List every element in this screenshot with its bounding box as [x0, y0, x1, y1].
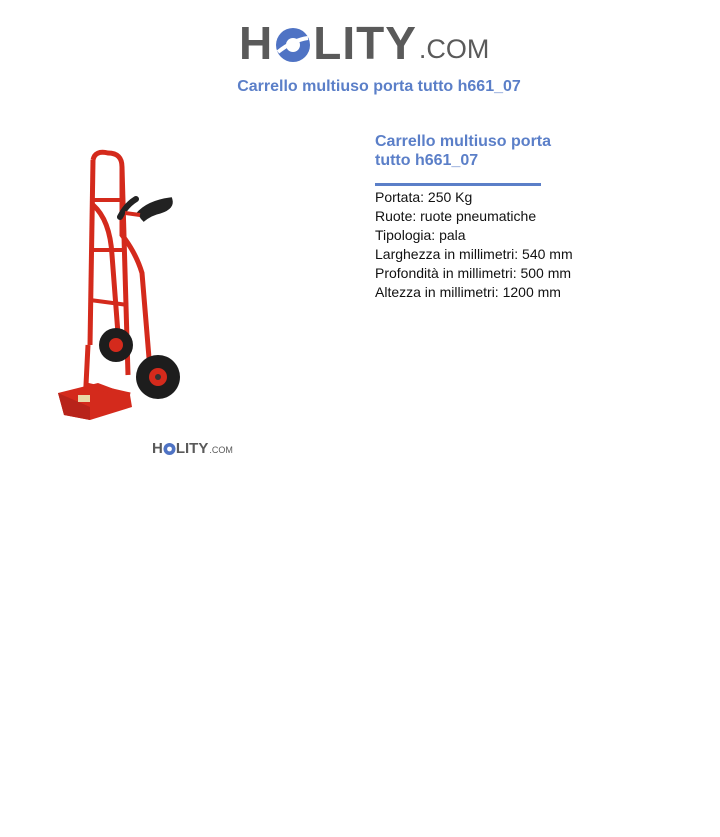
hand-truck-icon	[50, 145, 190, 430]
page-title: Carrello multiuso porta tutto h661_07	[237, 78, 521, 95]
holity-logo[interactable]	[239, 14, 490, 69]
watermark-suffix: .COM	[209, 445, 233, 455]
logo-letters-lity: LITY	[313, 17, 417, 69]
watermark-letter-h: H	[152, 440, 163, 457]
product-watermark-logo	[152, 440, 233, 456]
logo-letter-h: H	[239, 17, 274, 69]
spec-type: Tipologia: pala	[375, 227, 466, 243]
title-divider	[375, 183, 541, 186]
watermark-letters-lity: LITY	[175, 440, 209, 457]
logo-o-icon	[274, 22, 312, 68]
watermark-o-icon	[163, 441, 176, 457]
logo-suffix: .COM	[418, 34, 490, 64]
spec-width: Larghezza in millimetri: 540 mm	[375, 246, 573, 262]
spec-height: Altezza in millimetri: 1200 mm	[375, 284, 561, 300]
spec-depth: Profondità in millimetri: 500 mm	[375, 265, 572, 281]
product-info	[375, 132, 675, 302]
spec-capacity: Portata: 250 Kg	[375, 189, 473, 205]
product-title: Carrello multiuso porta tutto h661_07	[375, 133, 552, 169]
spec-wheels: Ruote: ruote pneumatiche	[375, 208, 537, 224]
